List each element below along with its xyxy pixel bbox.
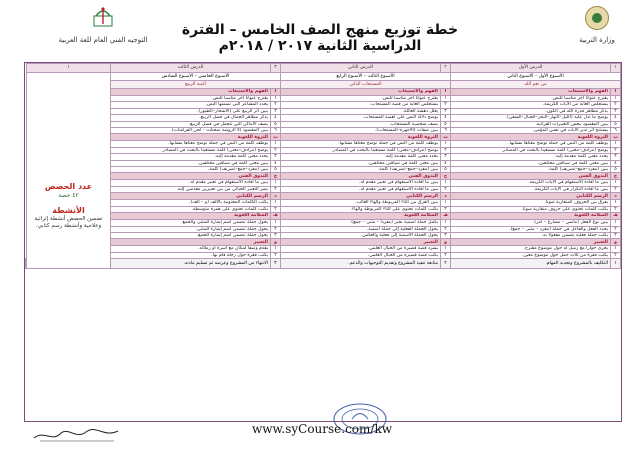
section-name: التذوق الفني bbox=[281, 173, 441, 180]
objective-text: يبين (مفرد–جمع–تصريف) كلمة. bbox=[451, 167, 611, 173]
objective-text: يوظف كلمة من النص في جملة توضح معناها مشابهاً. bbox=[111, 141, 271, 147]
objective-text: يذكر مظاهر الجمال في فصل الربيع. bbox=[111, 115, 271, 121]
objective-text: يحدد الفعل والفاعل في جملة (مفرد – مثنى – جمع). bbox=[451, 226, 611, 232]
objective-number: ١ bbox=[611, 220, 621, 226]
objective-number: ٢ bbox=[271, 147, 281, 153]
section-name: السلامة اللغوية bbox=[111, 213, 271, 220]
objective-number: ١ bbox=[611, 141, 621, 147]
objective-number: ٢ bbox=[611, 206, 621, 212]
sessions-value: ٤٢ حصة bbox=[58, 191, 79, 199]
objective-number: ٥ bbox=[611, 167, 621, 173]
lesson-title-row bbox=[26, 81, 621, 89]
curriculum-table bbox=[24, 62, 622, 422]
objective-text: يبين معنى كلمة في سياقين مختلفين. bbox=[111, 160, 271, 166]
objective-text: يوظف كلمة من النص في جملة توضح معناها مشابهاً. bbox=[281, 141, 441, 147]
objective-number: ١ bbox=[611, 246, 621, 252]
objective-text: يبين ما أفاده الاستفهام في تعبير مقدم له. bbox=[281, 180, 441, 186]
org-name: التوجيه الفني العام للغة العربية bbox=[58, 36, 148, 44]
section-letter: و bbox=[611, 239, 621, 246]
section-name: الفهم والاستيعاب bbox=[281, 89, 441, 96]
section-name: الثروة اللغوية bbox=[451, 134, 611, 141]
section-name: التعبير bbox=[281, 239, 441, 246]
objective-number: ٥ bbox=[271, 167, 281, 173]
project-number: ١ bbox=[611, 259, 621, 269]
objective-number: ٥ bbox=[441, 121, 451, 127]
objective-number: ٥ bbox=[271, 121, 281, 127]
objective-text: يبين نوع الفعل (ماضي – مضارع – أمر). bbox=[451, 220, 611, 226]
objective-number: ١ bbox=[441, 200, 451, 206]
section-letter: د bbox=[441, 193, 451, 200]
objective-text: يبين المقصود ببعض التعبيرات القرآنية. bbox=[451, 121, 611, 127]
objective-text: يكمل جملة اسمية بخبر (مفرداً – مثنى – جمع). bbox=[281, 220, 441, 226]
section-letter: د bbox=[271, 193, 281, 200]
objective-text: يحدد معنى كلمة مقدمة إليه. bbox=[111, 154, 271, 160]
ministry-logo bbox=[562, 6, 632, 46]
section-letter: د bbox=[611, 193, 621, 200]
objective-number: ٢ bbox=[271, 252, 281, 258]
objective-number: ١ bbox=[441, 246, 451, 252]
section-name: التذوق الفني bbox=[111, 173, 271, 180]
objective-number: ٢ bbox=[441, 226, 451, 232]
objective-text: يبين المقصود (لا الروضة ضحكت – لحن الفراشات). bbox=[111, 128, 271, 134]
section-name: الفهم والاستيعاب bbox=[111, 89, 271, 96]
objective-text: يكتب قصة قصيرة من الخيال العلمي. bbox=[281, 252, 441, 258]
objective-text: يقترح عنواناً آخر مناسباً للنص. bbox=[451, 96, 611, 102]
objective-text: يفرق بين الحروف المتقاربة صوتاً. bbox=[451, 200, 611, 206]
objective-number: ٢ bbox=[611, 147, 621, 153]
section-name: الفهم والاستيعاب bbox=[451, 89, 611, 96]
project-cell: متابعة تنفيذ المشروع وتقديم التوجيهات والدعم. bbox=[281, 259, 441, 269]
objective-number: ٣ bbox=[611, 108, 621, 114]
ministry-emblem-icon bbox=[585, 6, 609, 30]
section-letter: ج bbox=[271, 173, 281, 180]
objective-number: ١ bbox=[611, 180, 621, 186]
objective-text: يقترح عنواناً آخر مناسباً للنص. bbox=[111, 96, 271, 102]
section-letter: هـ bbox=[271, 213, 281, 220]
objective-number: ١ bbox=[271, 141, 281, 147]
section-letter: ب bbox=[441, 134, 451, 141]
objective-number: ٢ bbox=[611, 102, 621, 108]
objective-text: يقدم وصفاً لمكان مع أسرة أو زملائه. bbox=[111, 246, 271, 252]
section-letter: هـ bbox=[441, 213, 451, 220]
objective-text: يستخلص الغاية من الآيات الكريمة. bbox=[451, 102, 611, 108]
lesson-head: الدرس الثالث bbox=[111, 64, 271, 73]
weeks-cell: الأسبوع الأول – الأسبوع الثاني bbox=[451, 73, 621, 81]
weeks-cell: الأسبوع الثالث – الأسبوع الرابع bbox=[281, 73, 451, 81]
objective-number: ١ bbox=[271, 220, 281, 226]
project-cell: الانتهاء من المشروع وعرضه ثم تسليم مادته. bbox=[111, 259, 271, 269]
lesson-title: المستجاب الذكي bbox=[281, 81, 451, 89]
section-name: الرسم الكتابي bbox=[451, 193, 611, 200]
objective-text: يبين (مفرد–جمع–تصريف) كلمة. bbox=[281, 167, 441, 173]
section-letter: ج bbox=[611, 173, 621, 180]
objective-text: يعلل دهشة العائلة. bbox=[281, 108, 441, 114]
objective-text: يحول جملة تتضمن اسم إشارة للمثنى. bbox=[111, 226, 271, 232]
section-letter: أ bbox=[441, 89, 451, 96]
objective-text: يكتب جملة فعلية تتضمن مفعولاً به. bbox=[451, 232, 611, 238]
objective-number: ٣ bbox=[611, 154, 621, 160]
objective-text: يكتب الكلمات المختومة بالألف (و – ألف). bbox=[111, 200, 271, 206]
objective-text: يوضح (مرادف–معنى) كلمة مستعيناً بالبحث في المصادر. bbox=[451, 147, 611, 153]
objective-text: يسرد قصة قصيرة من الخيال العلمي. bbox=[281, 246, 441, 252]
activities-label: الأنشطة bbox=[52, 205, 85, 215]
objective-text: يبين الفرق بين التاء المربوطة والهاء الغائب. bbox=[281, 200, 441, 206]
objective-text: يحدد المشاعر التي تضمنها النص. bbox=[111, 102, 271, 108]
section-name: التعبير bbox=[111, 239, 271, 246]
sidebar-cell bbox=[27, 73, 111, 269]
section-header-row bbox=[26, 213, 621, 220]
objective-number: ٢ bbox=[611, 252, 621, 258]
project-label bbox=[26, 259, 27, 269]
objective-number: ١ bbox=[441, 141, 451, 147]
objective-number: ٤ bbox=[441, 115, 451, 121]
objective-number: ٣ bbox=[271, 232, 281, 238]
col-number: ٣ bbox=[271, 64, 281, 73]
objective-text: يستنتج أثر تدبر الآيات في نفس المؤمن. bbox=[451, 128, 611, 134]
section-letter: و bbox=[441, 239, 451, 246]
objective-number: ٤ bbox=[271, 115, 281, 121]
section-letter: ب bbox=[611, 134, 621, 141]
objective-number: ١ bbox=[441, 220, 451, 226]
lesson-title: أغنية الربيع bbox=[111, 81, 281, 89]
section-name: الثروة اللغوية bbox=[111, 134, 271, 141]
lesson-head: الدرس الثاني bbox=[281, 64, 441, 73]
objective-number: ٢ bbox=[441, 102, 451, 108]
section-letter: ج bbox=[441, 173, 451, 180]
objective-text: يحول جملة تتضمن اسم إشارة للمثنى والجمع. bbox=[111, 220, 271, 226]
objective-text: يصف الأماكن التي تتجمل في فصل الربيع. bbox=[111, 121, 271, 127]
objective-text: يكتب فقرة من ثلاث جمل حول موضوع معين. bbox=[451, 252, 611, 258]
objective-number: ٣ bbox=[441, 232, 451, 238]
lesson-head: الدرس الأول bbox=[451, 64, 611, 73]
signature-image bbox=[30, 426, 122, 444]
section-name: الرسم الكتابي bbox=[281, 193, 441, 200]
section-name: الثروة اللغوية bbox=[281, 134, 441, 141]
section-letter: أ bbox=[271, 89, 281, 96]
objective-text: يبين معنى كلمة في سياقين مختلفين. bbox=[451, 160, 611, 166]
objective-number: ١ bbox=[611, 200, 621, 206]
objective-text: يصف شخصية المستجاب. bbox=[281, 121, 441, 127]
objective-number: ٤ bbox=[611, 160, 621, 166]
objective-text: يحول جملة تتضمن اسم إشارة للجمع. bbox=[111, 232, 271, 238]
lesson-title: من نعم الله bbox=[451, 81, 621, 89]
sessions-label: عدد الحصص bbox=[44, 181, 93, 191]
section-name: السلامة اللغوية bbox=[451, 213, 611, 220]
section-header-row bbox=[26, 89, 621, 96]
weeks-row bbox=[26, 73, 621, 81]
objective-text: يحدد معنى كلمة مقدمة إليه. bbox=[281, 154, 441, 160]
objective-number: ٥ bbox=[441, 167, 451, 173]
page-title: خطة توزيع منهج الصف الخامس – الفترة الدراسية الثانية ٢٠١٧ / ٢٠١٨م bbox=[181, 22, 459, 54]
objective-number: ٢ bbox=[271, 186, 281, 192]
weeks-cell: الأسبوع الخامس – الأسبوع السادس bbox=[111, 73, 281, 81]
objective-number: ٣ bbox=[271, 154, 281, 160]
objective-text: يكتب كلمات تحتوي على حروف متقاربة صوتاً. bbox=[451, 206, 611, 212]
objective-number: ٦ bbox=[611, 128, 621, 134]
objective-number: ٢ bbox=[611, 186, 621, 192]
section-name: السلامة اللغوية bbox=[281, 213, 441, 220]
objective-text: يوضح (مرادف–معنى) كلمة مستعيناً بالبحث في المصادر. bbox=[281, 147, 441, 153]
objective-text: يحول الجملة الاسمية إلى فعلية والعكس. bbox=[281, 232, 441, 238]
objective-text: يميز التعبير الخيالي من بين تعبيرين مقدمين إليه. bbox=[111, 186, 271, 192]
section-letter: ب bbox=[271, 134, 281, 141]
objective-number: ٣ bbox=[611, 232, 621, 238]
org-logo-icon bbox=[91, 6, 115, 30]
objective-number: ٤ bbox=[611, 115, 621, 121]
section-header-row bbox=[26, 239, 621, 246]
activities-note: تضمين الحصص أنشطة إثرائية وعلاجية وأنشطة رسم كتابي. bbox=[34, 215, 103, 229]
objective-number: ١ bbox=[441, 96, 451, 102]
objective-text: يجري حواراً مع زميل له حول موضوع مقترح. bbox=[451, 246, 611, 252]
objective-text: يبين أثر الربيع على (الأشجار–الطيور). bbox=[111, 108, 271, 114]
objective-text: يوظف كلمة من النص في جملة توضح معناها مشابهاً. bbox=[451, 141, 611, 147]
objective-number: ٥ bbox=[611, 121, 621, 127]
objective-number: ١ bbox=[271, 180, 281, 186]
objective-number: ٣ bbox=[441, 154, 451, 160]
section-header-row bbox=[26, 173, 621, 180]
objective-text: يحول الجملة الفعلية إلى جملة اسمية. bbox=[281, 226, 441, 232]
project-cell: التكليف بالمشروع وتحديد المهام. bbox=[451, 259, 611, 269]
objective-text: يبين ما أفاده الاستفهام في تعبير مقدم له. bbox=[281, 186, 441, 192]
objective-text: يكتب كلمات تحتوي على همزة متوسطة. bbox=[111, 206, 271, 212]
objective-number: ٢ bbox=[611, 226, 621, 232]
objective-number: ٢ bbox=[441, 186, 451, 192]
objective-text: يستخلص الغاية من قصة المستجاب. bbox=[281, 102, 441, 108]
project-row bbox=[26, 259, 621, 269]
objective-text: يوضح ما تدل عليه (الليل–النهار–البحر–الجبال–السفن). bbox=[451, 115, 611, 121]
org-logo bbox=[58, 6, 148, 46]
section-name: الرسم الكتابي bbox=[111, 193, 271, 200]
objective-number: ١ bbox=[271, 246, 281, 252]
section-letter: أ bbox=[611, 89, 621, 96]
page-footer bbox=[0, 420, 640, 453]
section-letter: و bbox=[271, 239, 281, 246]
page-header bbox=[0, 0, 640, 62]
objective-number: ١ bbox=[271, 200, 281, 206]
objective-text: يذكر مظاهر قدرة الله في الكون. bbox=[451, 108, 611, 114]
section-header-row bbox=[26, 134, 621, 141]
objective-text: يكتب كلمات تحتوي على التاء المربوطة والهاء. bbox=[281, 206, 441, 212]
objective-text: يوضح دلالة النص على أهمية المستجاب. bbox=[281, 115, 441, 121]
sidebar-number: ١ bbox=[27, 64, 111, 73]
objective-number: ٢ bbox=[271, 102, 281, 108]
objective-text: يبين (مفرد–جمع–تصريف) كلمة. bbox=[111, 167, 271, 173]
objective-text: يكتب فقرة حول رحلة قام بها. bbox=[111, 252, 271, 258]
objective-number: ٣ bbox=[441, 108, 451, 114]
objective-text: يوضح (مرادف–معنى) كلمة مستعيناً بالبحث في المصادر. bbox=[111, 147, 271, 153]
objective-text: يبين ما أفاده الاستفهام في الآيات الكريمة. bbox=[451, 180, 611, 186]
lesson-head-row bbox=[26, 64, 621, 73]
objective-number: ٦ bbox=[441, 128, 451, 134]
objective-number: ٢ bbox=[441, 206, 451, 212]
objective-number: ٤ bbox=[271, 160, 281, 166]
objective-text: يبين ما أفاده التكرار في الآيات الكريمة. bbox=[451, 186, 611, 192]
objective-number: ٤ bbox=[441, 160, 451, 166]
col-number: ٢ bbox=[441, 64, 451, 73]
objective-number: ٣ bbox=[271, 108, 281, 114]
ministry-name: وزارة التربية bbox=[579, 36, 615, 44]
objective-number: ١ bbox=[611, 96, 621, 102]
section-name: التعبير bbox=[451, 239, 611, 246]
objective-number: ٦ bbox=[271, 128, 281, 134]
objective-text: يحدد معنى كلمة مقدمة إليه. bbox=[451, 154, 611, 160]
objective-text: يبين ما أفاده الاستفهام في تعبير مقدم له. bbox=[111, 180, 271, 186]
project-number: ٣ bbox=[271, 259, 281, 269]
objective-number: ١ bbox=[441, 180, 451, 186]
project-number: ٢ bbox=[441, 259, 451, 269]
objective-text: يبين معنى كلمة في سياقين مختلفين. bbox=[281, 160, 441, 166]
section-letter: هـ bbox=[611, 213, 621, 220]
section-header-row bbox=[26, 193, 621, 200]
objective-text: يبين صفات (الأجهزة–المستجاب). bbox=[281, 128, 441, 134]
col-number: ١ bbox=[611, 64, 621, 73]
objective-number: ٢ bbox=[441, 147, 451, 153]
objective-text: يقترح عنواناً آخر مناسباً للنص. bbox=[281, 96, 441, 102]
footer-url: www.syCourse.com/kw bbox=[252, 422, 392, 436]
section-name: التذوق الفني bbox=[451, 173, 611, 180]
objective-number: ١ bbox=[271, 96, 281, 102]
objective-number: ٢ bbox=[271, 206, 281, 212]
objective-number: ٢ bbox=[441, 252, 451, 258]
objective-number: ٢ bbox=[271, 226, 281, 232]
